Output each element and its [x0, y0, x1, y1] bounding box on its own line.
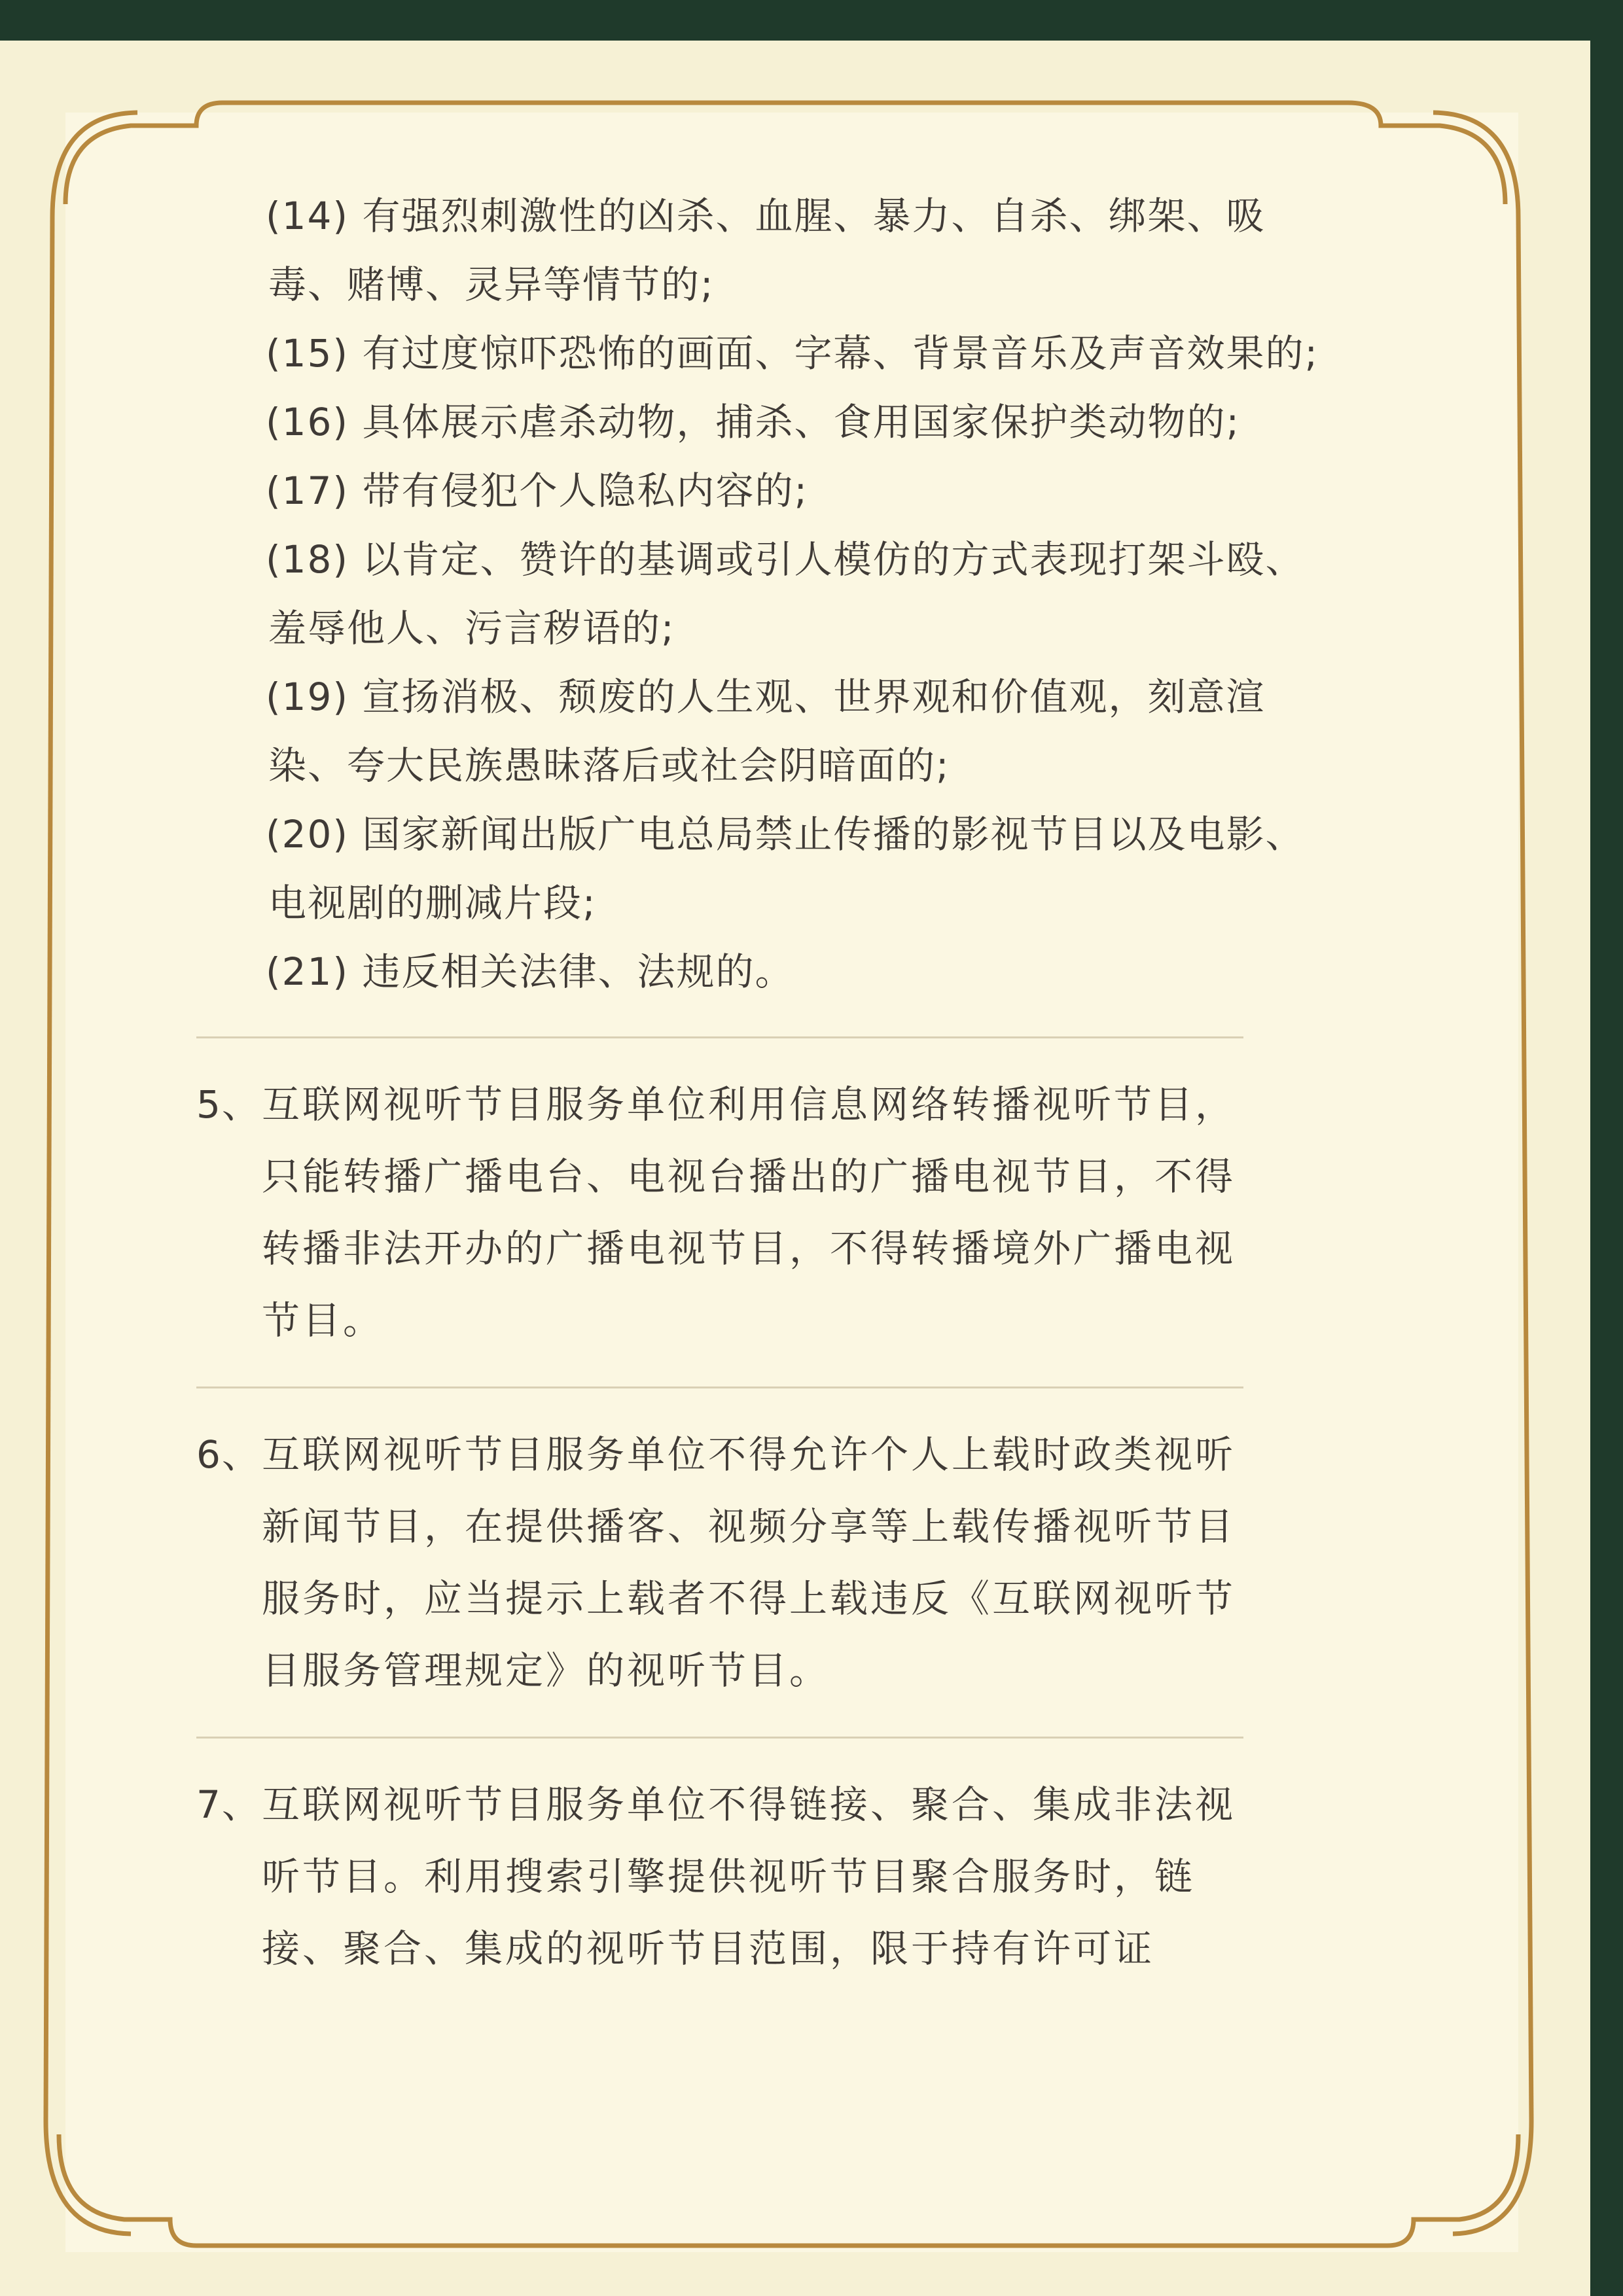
article-number: 7、: [196, 1782, 261, 1827]
clause-text: 宣扬消极、颓废的人生观、世界观和价值观，刻意渲染、夸大民族愚昧落后或社会阴暗面的;: [268, 675, 1266, 788]
clause-label: (17): [266, 468, 349, 513]
clause-item: [268, 457, 1329, 525]
clause-item: [268, 525, 1329, 663]
clause-label: (21): [266, 949, 349, 994]
clause-label: (20): [266, 812, 349, 857]
article-text: 互联网视听节目服务单位利用信息网络转播视听节目，只能转播广播电台、电视台播出的广播电视节目，不得转播非法开办的广播电视节目，不得转播境外广播电视节目。: [262, 1082, 1236, 1343]
clause-label: (14): [266, 194, 349, 238]
article-7: [196, 1769, 1329, 1985]
clause-text: 带有侵犯个人隐私内容的;: [362, 468, 809, 513]
section-divider: [196, 1386, 1243, 1388]
clause-text: 有强烈刺激性的凶杀、血腥、暴力、自杀、绑架、吸毒、赌博、灵异等情节的;: [268, 194, 1266, 307]
clause-label: (18): [266, 537, 349, 582]
clause-item: [268, 182, 1329, 319]
clause-item: [268, 800, 1329, 938]
section-divider: [196, 1036, 1243, 1038]
article-number: 6、: [196, 1432, 261, 1477]
clause-list: [268, 182, 1329, 1006]
article-6: [196, 1419, 1329, 1706]
clause-text: 以肯定、赞许的基调或引人模仿的方式表现打架斗殴、羞辱他人、污言秽语的;: [268, 537, 1305, 650]
clause-item: [268, 663, 1329, 800]
article-number: 5、: [196, 1082, 261, 1127]
document-page: [0, 41, 1590, 2296]
clause-text: 有过度惊吓恐怖的画面、字幕、背景音乐及声音效果的;: [362, 331, 1319, 376]
clause-label: (16): [266, 400, 349, 444]
clause-text: 违反相关法律、法规的。: [362, 949, 794, 994]
article-text: 互联网视听节目服务单位不得允许个人上载时政类视听新闻节目，在提供播客、视频分享等上载传播视听节目服务时，应当提示上载者不得上载违反《互联网视听节目服务管理规定》的视听节目。: [262, 1432, 1236, 1693]
article-5: [196, 1069, 1329, 1356]
clause-text: 国家新闻出版广电总局禁止传播的影视节目以及电影、电视剧的删减片段;: [268, 812, 1305, 925]
document-body: [196, 182, 1329, 1985]
section-divider: [196, 1737, 1243, 1739]
article-text: 互联网视听节目服务单位不得链接、聚合、集成非法视听节目。利用搜索引擎提供视听节目聚合服务时，链接、聚合、集成的视听节目范围，限于持有许可证: [262, 1782, 1236, 1971]
clause-label: (19): [266, 675, 349, 719]
clause-label: (15): [266, 331, 349, 376]
clause-text: 具体展示虐杀动物，捕杀、食用国家保护类动物的;: [362, 400, 1241, 444]
clause-item: [268, 938, 1329, 1006]
clause-item: [268, 388, 1329, 457]
clause-item: [268, 319, 1329, 388]
